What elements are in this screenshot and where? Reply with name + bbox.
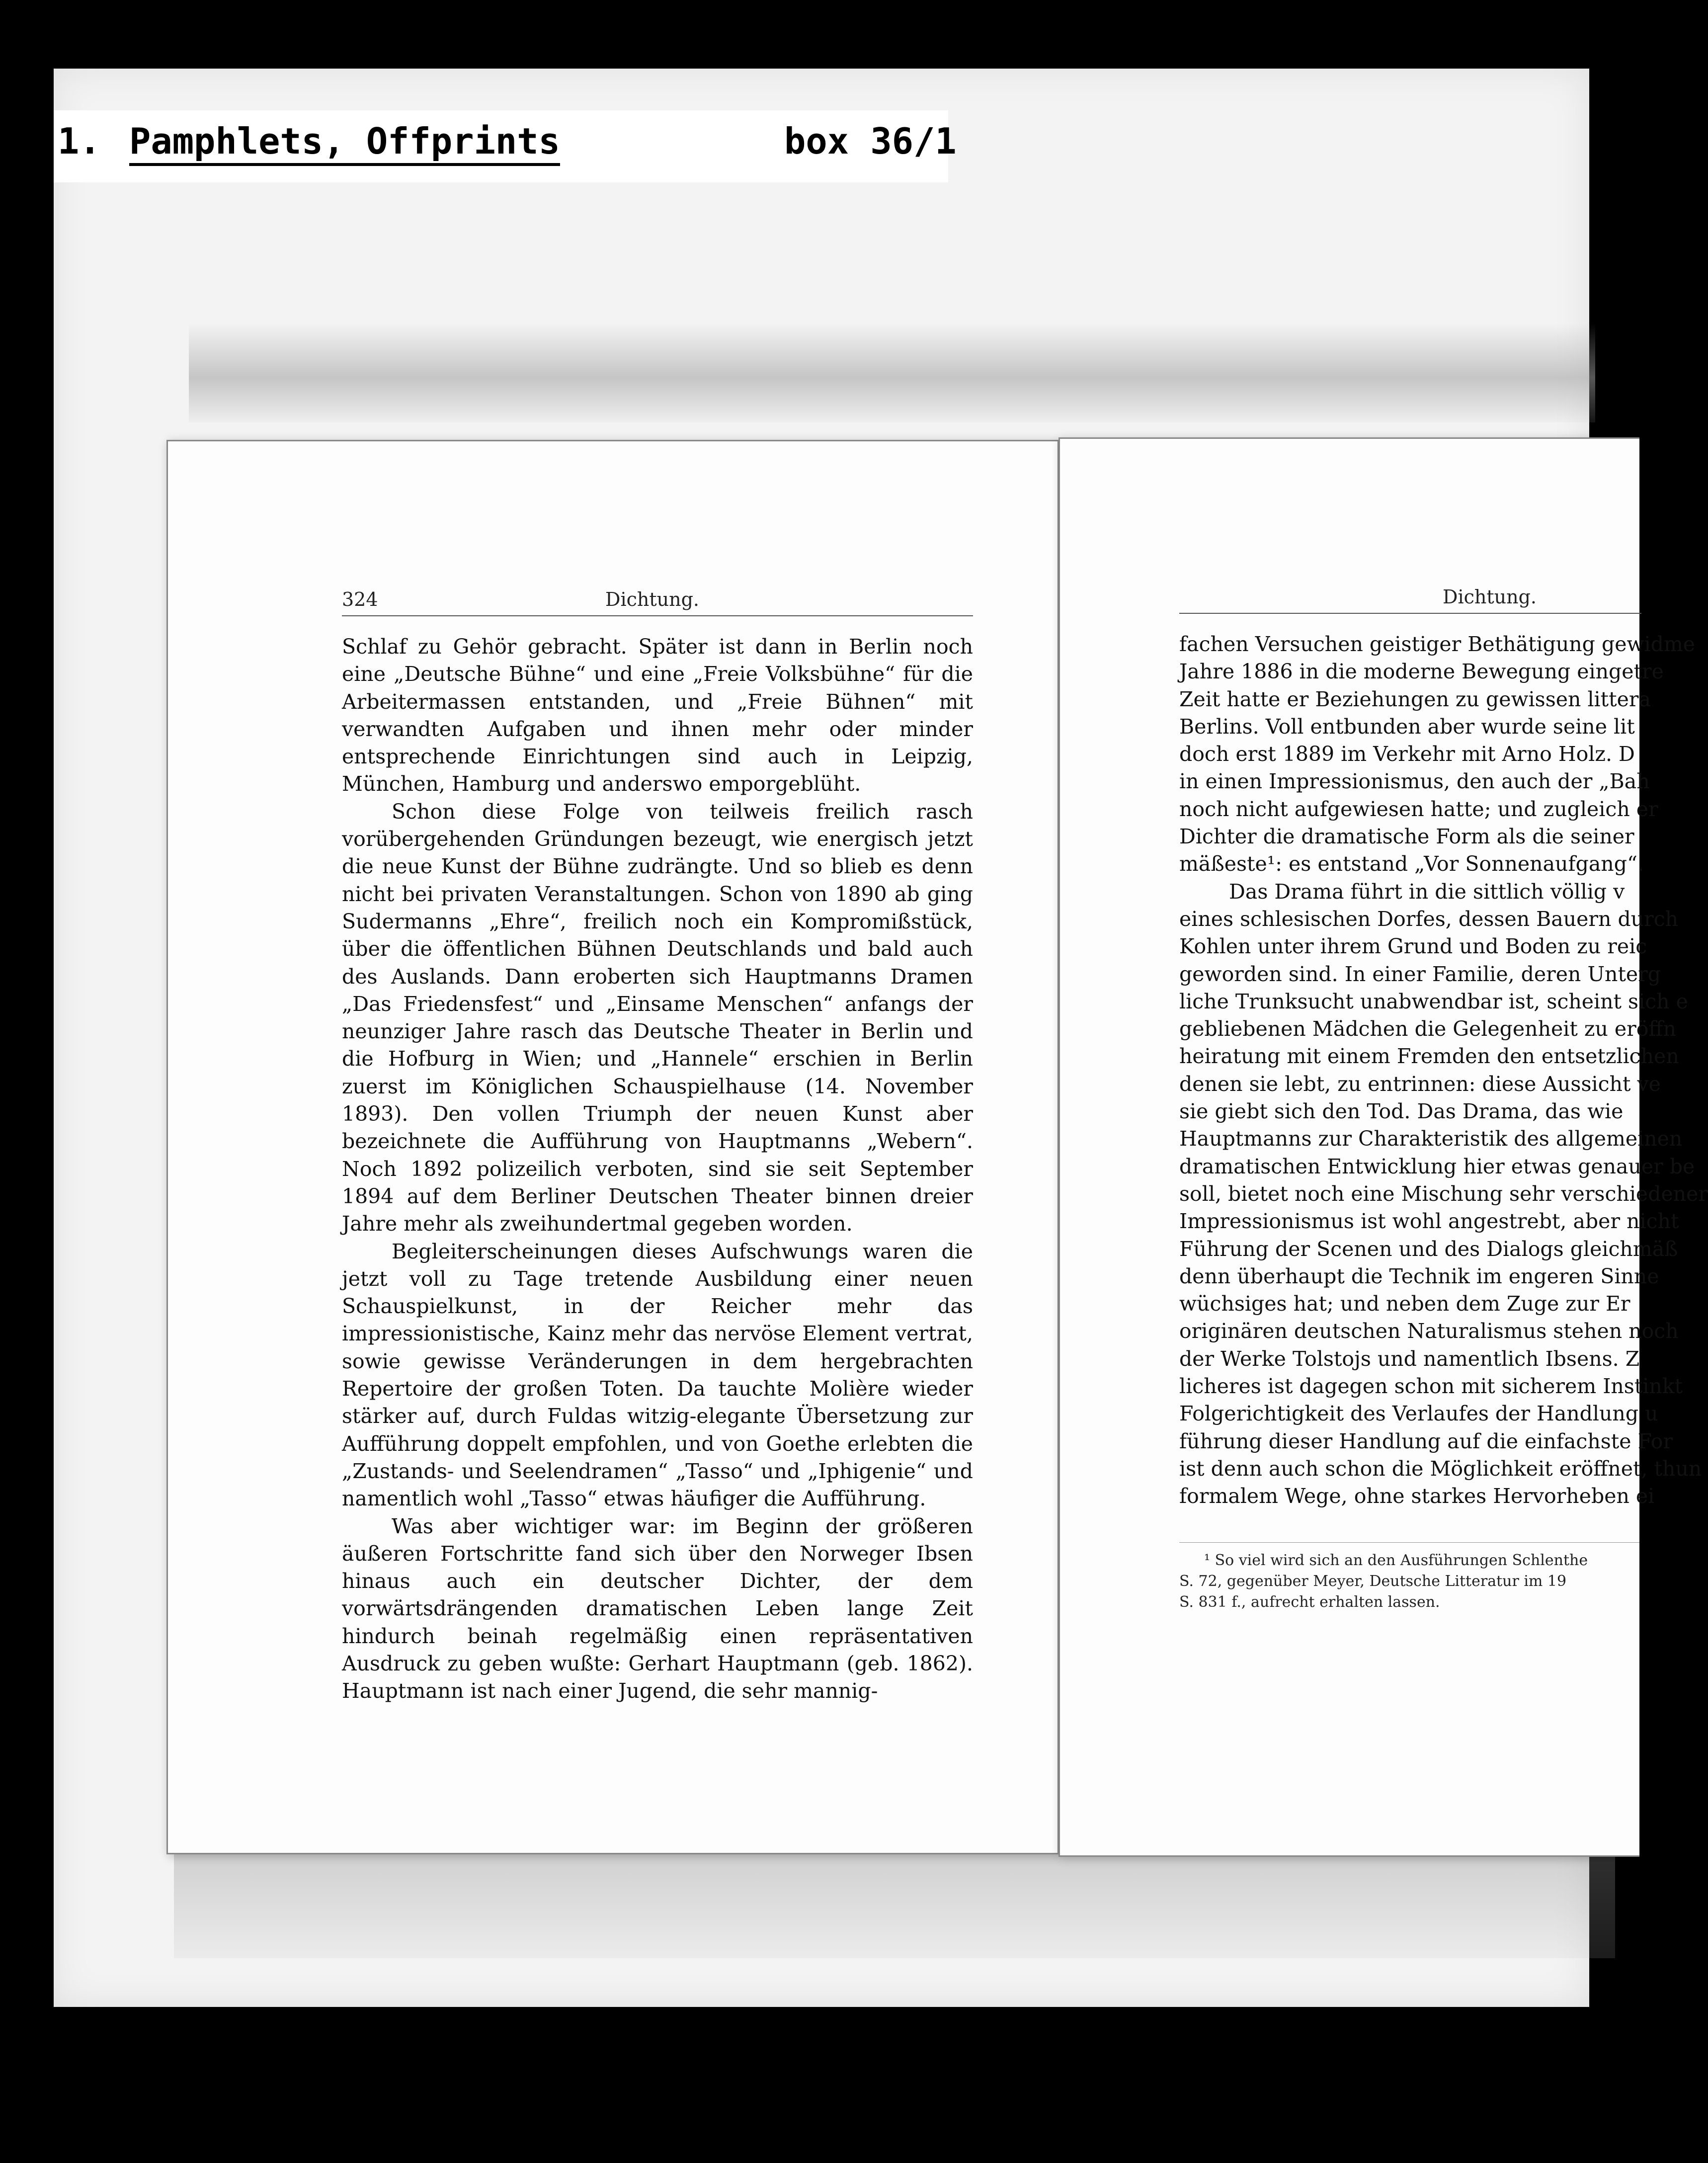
label-title: Pamphlets, Offprints — [129, 120, 560, 166]
text-line: gebliebenen Mädchen die Gelegenheit zu eröffn — [1179, 1017, 1676, 1041]
text-line: ist denn auch schon die Möglichkeit eröffnet, thun — [1179, 1456, 1702, 1481]
text-line: liche Trunksucht unabwendbar ist, scheint sich e — [1179, 989, 1688, 1013]
left-body-text — [342, 633, 973, 1705]
right-page — [1058, 437, 1708, 1857]
label-box-number: box 36/1 — [784, 120, 957, 162]
text-line: Hauptmanns zur Charakteristik des allgemeinen — [1179, 1127, 1683, 1151]
text-line: Kohlen unter ihrem Grund und Boden zu reic — [1179, 934, 1647, 959]
text-line: mäßeste¹: es entstand „Vor Sonnenaufgang“. — [1179, 852, 1644, 876]
footnote — [1179, 1550, 1639, 1613]
header-rule — [1179, 613, 1641, 614]
label-number: 1. — [58, 120, 101, 162]
running-head: Dichtung. — [1443, 586, 1537, 608]
header-rule — [342, 615, 973, 616]
text-line: sie giebt sich den Tod. Das Drama, das wie — [1179, 1099, 1624, 1124]
text-line: Berlins. Voll entbunden aber wurde seine lit — [1179, 714, 1635, 739]
mount-shadow-band — [189, 323, 1595, 422]
text-line: Zeit hatte er Beziehungen zu gewissen littera — [1179, 687, 1651, 711]
text-line: führung dieser Handlung auf die einfachste For — [1179, 1429, 1673, 1453]
mount-bottom-shadow — [174, 1849, 1615, 1958]
page-number: 324 — [342, 588, 378, 610]
text-line: doch erst 1889 im Verkehr mit Arno Holz. D — [1179, 742, 1635, 766]
text-line: heiratung mit einem Fremden den entsetzlichen — [1179, 1044, 1679, 1069]
text-line: eines schlesischen Dorfes, dessen Bauern durch — [1179, 907, 1679, 931]
text-line: originären deutschen Naturalismus stehen noch — [1179, 1319, 1679, 1343]
paragraph: Begleiterscheinungen dieses Aufschwungs waren die jetzt voll zu Tage tretende Ausbildung einer neuen Schauspielkunst, in der Reicher mehr das impressionistische, Kainz mehr das nervöse Element vertrat, sowie gewisse Veränderungen in dem hergebrachten Repertoire der großen Toten. Da tauchte Molière wieder stärker auf, durch Fuldas witzig-elegante Übersetzung zur Aufführung doppelt empfohlen, und von Goethe erlebten die „Zustands- und Seelendramen“ „Tasso“ und „Iphigenie“ und namentlich wohl „Tasso“ etwas häufiger die Aufführung. — [342, 1239, 973, 1511]
right-body-text — [1179, 631, 1708, 1510]
text-line: denen sie lebt, zu entrinnen: diese Aussicht ve — [1179, 1072, 1661, 1096]
paragraph: Schlaf zu Gehör gebracht. Später ist dann in Berlin noch eine „Deutsche Bühne“ und eine „Freie Volksbühne“ für die Arbeitermassen entstanden, und „Freie Bühnen“ mit verwandten Aufgaben und ihnen mehr oder minder entsprechende Einrichtungen sind auch in Leipzig, München, Hamburg und anderswo emporgeblüht. — [342, 635, 973, 796]
text-line: Jahre 1886 in die moderne Bewegung eingetre — [1179, 660, 1664, 684]
text-line: soll, bietet noch eine Mischung sehr verschiedener — [1179, 1181, 1708, 1206]
paragraph: Was aber wichtiger war: im Beginn der größeren äußeren Fortschritte fand sich über den Norweger Ibsen hinaus auch ein deutscher Dichter, der dem vorwärtsdrängenden dramatischen Leben lange Zeit hindurch beinah regelmäßig einen repräsentativen Ausdruck zu geben wußte: Gerhart Hauptmann (geb. 1862). Hauptmann ist nach einer Jugend, die sehr mannig- — [342, 1514, 973, 1703]
text-line: denn überhaupt die Technik im engeren Sinne — [1179, 1264, 1659, 1288]
text-line: in einen Impressionismus, den auch der „Bah — [1179, 769, 1650, 794]
text-line: dramatischen Entwicklung hier etwas genauer be — [1179, 1154, 1695, 1178]
paragraph: Schon diese Folge von teilweis freilich rasch vorübergehenden Gründungen bezeugt, wie energisch jetzt die neue Kunst der Bühne zudrängte. Und so blieb es denn nicht bei privaten Veranstaltungen. Schon von 1890 ab ging Sudermanns „Ehre“, freilich noch ein Kompromißstück, über die öffentlichen Bühnen Deutschlands und bald auch des Auslands. Dann eroberten sich Hauptmanns Dramen „Das Friedensfest“ und „Einsame Menschen“ anfangs der neunziger Jahre rasch das Deutsche Theater in Berlin und die Hofburg in Wien; und „Hannele“ erschien in Berlin zuerst im Königlichen Schauspielhause (14. November 1893). Den vollen Triumph der neuen Kunst aber bezeichnete die Aufführung von Hauptmanns „Webern“. Noch 1892 polizeilich verboten, sind sie seit September 1894 auf dem Berliner Deutschen Theater binnen dreier Jahre mehr als zweihundertmal gegeben worden. — [342, 799, 973, 1236]
text-line: Das Drama führt in die sittlich völlig v — [1229, 879, 1625, 904]
text-line: licheres ist dagegen schon mit sicherem Instinkt — [1179, 1374, 1683, 1399]
text-line: formalem Wege, ohne starkes Hervorheben ei — [1179, 1484, 1655, 1508]
text-line: wüchsiges hat; und neben dem Zuge zur Er — [1179, 1292, 1630, 1316]
text-line: Folgerichtigkeit des Verlaufes der Handlung u — [1179, 1402, 1658, 1426]
text-line: Führung der Scenen und des Dialogs gleichmäß — [1179, 1237, 1678, 1261]
text-line: geworden sind. In einer Familie, deren Unterg — [1179, 962, 1661, 986]
text-line: fachen Versuchen geistiger Bethätigung gewidme — [1179, 632, 1696, 656]
footnote-line: S. 72, gegenüber Meyer, Deutsche Litteratur im 19 — [1179, 1573, 1567, 1590]
text-line: Impressionismus ist wohl angestrebt, aber nicht — [1179, 1209, 1679, 1234]
running-head: Dichtung. — [605, 588, 699, 610]
left-page — [166, 440, 1059, 1854]
text-line: Dichter die dramatische Form als die seiner — [1179, 825, 1634, 849]
text-line: noch nicht aufgewiesen hatte; und zugleich er — [1179, 797, 1658, 821]
text-line: der Werke Tolstojs und namentlich Ibsens. Z — [1179, 1346, 1640, 1371]
footnote-line: S. 831 f., aufrecht erhalten lassen. — [1179, 1593, 1440, 1611]
footnote-rule — [1179, 1542, 1639, 1543]
archive-label-strip — [54, 110, 957, 182]
footnote-line: ¹ So viel wird sich an den Ausführungen Schlenthe — [1204, 1552, 1588, 1569]
